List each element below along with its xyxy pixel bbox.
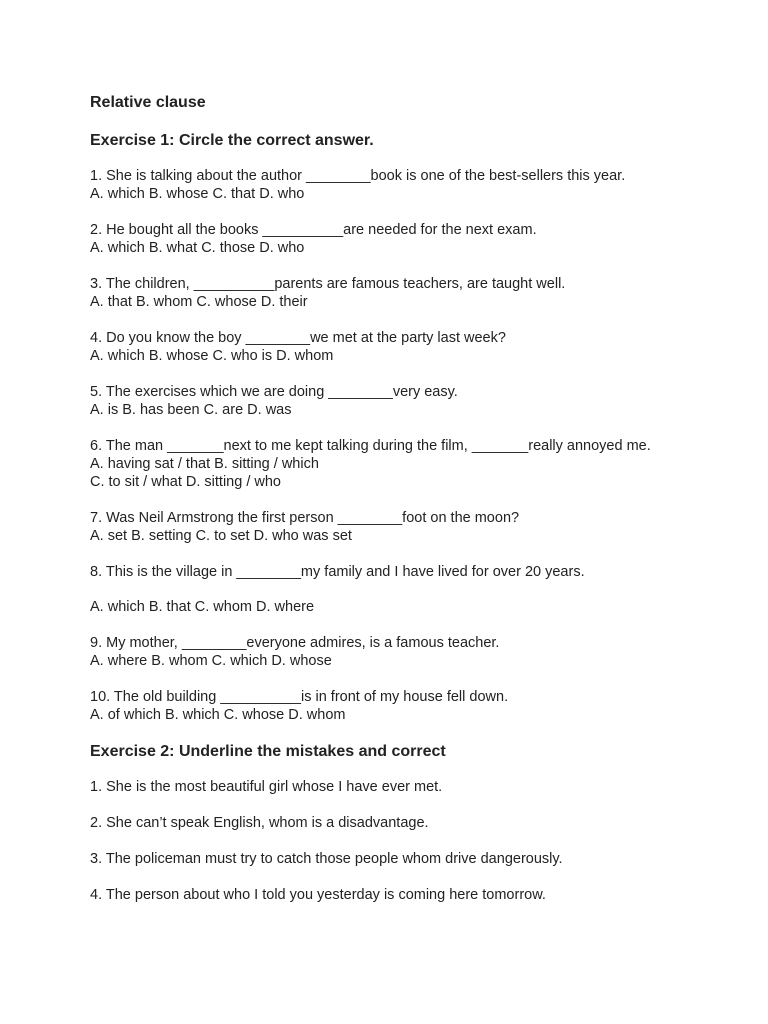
question-1 xyxy=(90,167,750,203)
answer-options: C. to sit / what D. sitting / who xyxy=(90,474,281,490)
question-6 xyxy=(90,437,750,491)
question-7 xyxy=(90,509,750,545)
question-10 xyxy=(90,688,750,724)
answer-options: A. which B. what C. those D. who xyxy=(90,240,305,256)
document-title: Relative clause xyxy=(90,94,206,111)
exercise-1-questions xyxy=(90,167,750,724)
question-text: 2. He bought all the books __________are needed for the next exam. xyxy=(90,222,537,238)
exercise-2-item-1: 1. She is the most beautiful girl whose I have ever met. xyxy=(90,779,443,795)
question-4 xyxy=(90,329,750,365)
question-2 xyxy=(90,221,750,257)
question-text: 5. The exercises which we are doing ________very easy. xyxy=(90,384,458,400)
exercise-2-item-3: 3. The policeman must try to catch those people whom drive dangerously. xyxy=(90,851,563,867)
answer-options: A. of which B. which C. whose D. whom xyxy=(90,707,346,723)
worksheet-page xyxy=(90,93,750,922)
question-text: 4. Do you know the boy ________we met at the party last week? xyxy=(90,330,506,346)
exercise-2-item-2: 2. She can’t speak English, whom is a disadvantage. xyxy=(90,815,429,831)
question-text: 3. The children, __________parents are famous teachers, are taught well. xyxy=(90,276,566,292)
answer-options: A. set B. setting C. to set D. who was set xyxy=(90,528,352,544)
question-text: 10. The old building __________is in front of my house fell down. xyxy=(90,689,509,705)
answer-options: A. which B. whose C. that D. who xyxy=(90,186,305,202)
exercise-1-heading: Exercise 1: Circle the correct answer. xyxy=(90,132,374,149)
question-3 xyxy=(90,275,750,311)
question-text: 7. Was Neil Armstrong the first person ________foot on the moon? xyxy=(90,510,520,526)
question-text: 9. My mother, ________everyone admires, is a famous teacher. xyxy=(90,635,500,651)
exercise-2-items xyxy=(90,778,750,904)
question-text: 1. She is talking about the author ________book is one of the best-sellers this year. xyxy=(90,168,626,184)
answer-options: A. that B. whom C. whose D. their xyxy=(90,294,308,310)
exercise-2-heading: Exercise 2: Underline the mistakes and correct xyxy=(90,743,446,760)
answer-options: A. where B. whom C. which D. whose xyxy=(90,653,332,669)
answer-options: A. which B. that C. whom D. where xyxy=(90,599,315,615)
question-8 xyxy=(90,563,750,616)
answer-options: A. which B. whose C. who is D. whom xyxy=(90,348,334,364)
answer-options: A. is B. has been C. are D. was xyxy=(90,402,292,418)
answer-options: A. having sat / that B. sitting / which xyxy=(90,456,319,472)
question-text: 6. The man _______next to me kept talking during the film, _______really annoyed me. xyxy=(90,438,651,454)
question-9 xyxy=(90,634,750,670)
question-5 xyxy=(90,383,750,419)
question-text: 8. This is the village in ________my family and I have lived for over 20 years. xyxy=(90,564,585,580)
exercise-2-item-4: 4. The person about who I told you yesterday is coming here tomorrow. xyxy=(90,887,546,903)
